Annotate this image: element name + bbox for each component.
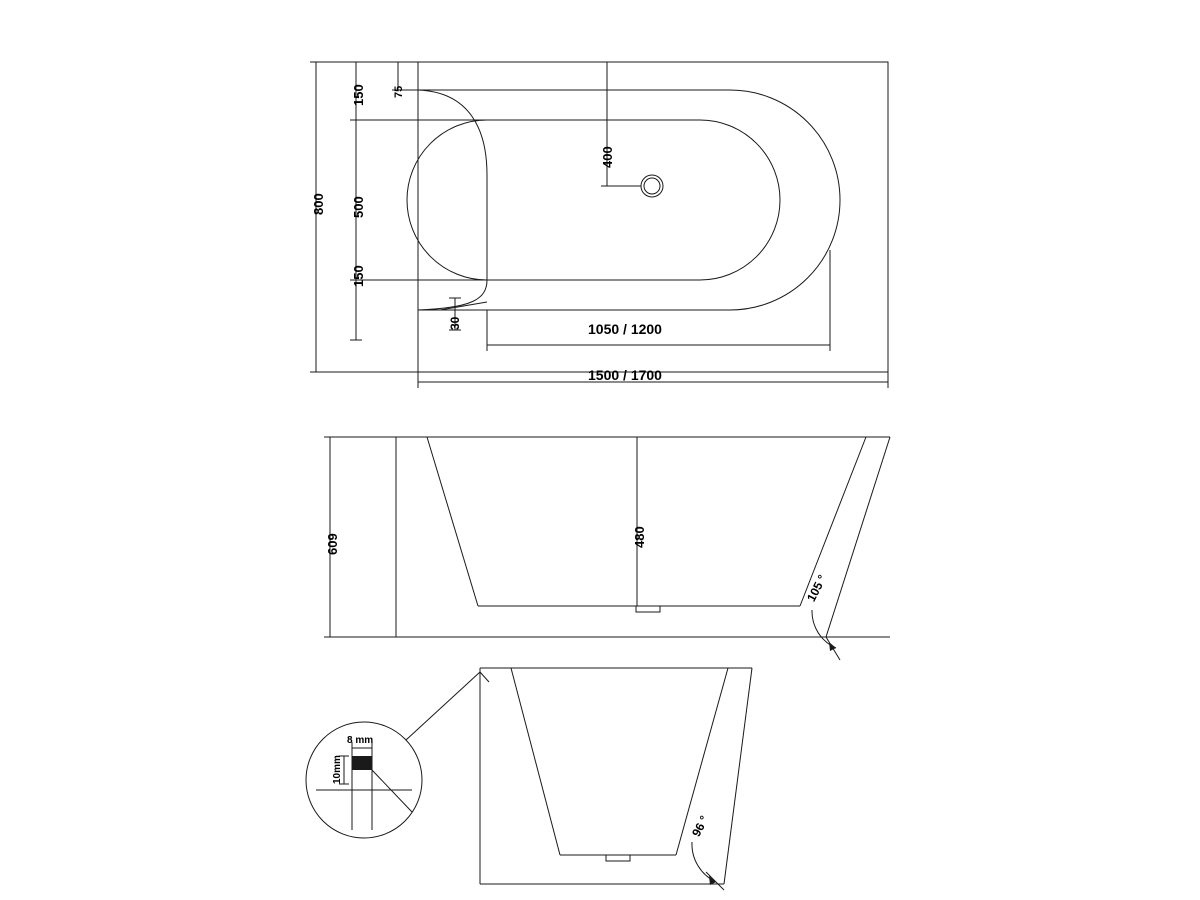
label-inner-length: 1050 / 1200 (588, 321, 662, 337)
label-top-offset: 150 (351, 84, 366, 106)
plan-bowl-outline (407, 120, 780, 280)
side-elevation-body (480, 668, 752, 884)
angle-leader-105 (812, 610, 840, 660)
label-wall-angle-105: 105 ° (804, 572, 830, 604)
dim-overall-width (310, 62, 322, 372)
dim-rim-75 (392, 62, 487, 90)
label-bottom-offset: 150 (351, 265, 366, 287)
plan-waste-outlet (641, 175, 663, 197)
plan-rim-outline (418, 90, 840, 310)
label-internal-depth: 480 (632, 526, 647, 548)
label-detail-height: 10mm (332, 755, 343, 784)
dim-ext-lines-width (316, 62, 418, 372)
plan-left-corner-radius (418, 90, 487, 310)
label-wall-gap: 30 (448, 316, 462, 330)
label-overall-height: 609 (325, 533, 340, 555)
label-detail-width: 8 mm (347, 735, 374, 746)
label-overall-length: 1500 / 1700 (588, 367, 662, 383)
detail-section-geometry (316, 742, 412, 830)
label-inner-width: 500 (351, 196, 366, 218)
angle-leader-96 (692, 842, 724, 890)
label-rim-top: 75 (393, 85, 405, 98)
dim-internal-depth-480 (631, 437, 643, 606)
label-overall-width: 800 (311, 193, 326, 215)
label-waste-offset: 400 (600, 146, 615, 168)
label-wall-angle-96: 96 ° (689, 813, 712, 839)
